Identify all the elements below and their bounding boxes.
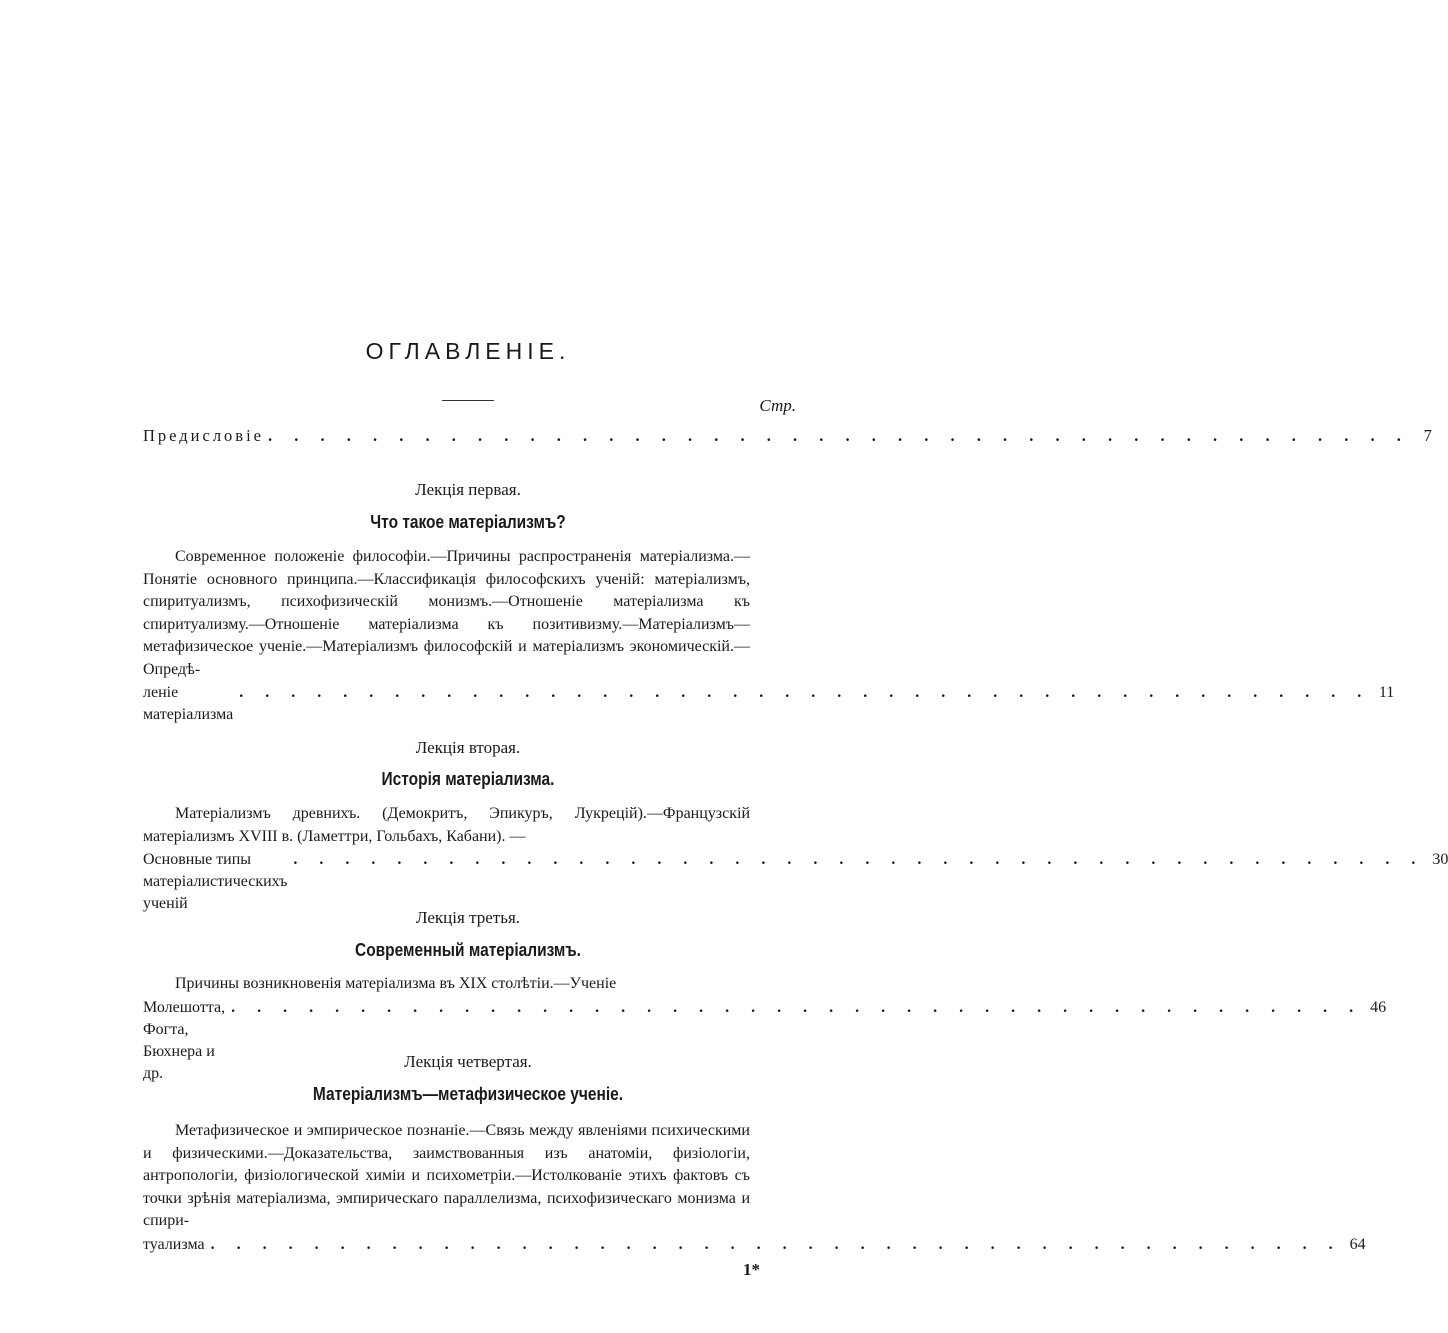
lecture-summary: Причины возникновенія матеріализма въ XIX столѣтіи.—Ученіе xyxy=(175,975,617,992)
summary-last-text: туализма xyxy=(143,1236,205,1253)
summary-last-text: Молешотта, Фогта, Бюхнера и др. xyxy=(143,999,226,1082)
summary-last-text: Основные типы матеріалистическихъ ученій xyxy=(143,851,288,912)
lecture-label: Лекція третья. xyxy=(415,908,521,927)
toc-entry-preface[interactable] xyxy=(143,425,1432,447)
summary-last-line[interactable] xyxy=(143,849,1448,915)
page-title: ОГЛАВЛЕНІЕ. xyxy=(365,338,571,364)
toc-page-number: 30 xyxy=(1432,851,1448,868)
toc-entry-label: Предисловіе xyxy=(143,426,265,445)
toc-page-number: 11 xyxy=(1378,684,1395,701)
lecture-label: Лекція четвертая. xyxy=(404,1052,532,1071)
page-column-heading: Стр. xyxy=(759,396,796,415)
summary-last-line[interactable] xyxy=(143,1234,1366,1256)
leader-dots: . . . . . . . . . . . . . . . . . . . . . . . . . . . . . . . . . . . . . . . . . . . . xyxy=(293,851,1425,868)
leader-dots: . . . . . . . . . . . . . . . . . . . . . . . . . . . . . . . . . . . . . . . . . . . . xyxy=(239,684,1371,701)
toc-page-number: 46 xyxy=(1370,999,1387,1016)
leader-dots: . . . . . . . . . . . . . . . . . . . . . . . . . . . . . . . . . . . . . . . . . . . . xyxy=(268,426,1410,445)
lecture-summary: Матеріализмъ древнихъ. (Демокритъ, Эпикуръ, Лукрецій).—Французскій матеріализмъ XVIII в. (Ламеттри, Гольбахъ, Кабани). — xyxy=(143,805,750,845)
lecture-title[interactable]: Матеріализмъ—метафизическое ученіе. xyxy=(312,1084,624,1104)
lecture-summary: Метафизическое и эмпирическое познаніе.—Связь между явленіями психическими и физическими.—Доказательства, заимствованныя изъ анатоміи, физіологіи, антропологіи, физіологической химіи и психометріи.—Истолкованіе этихъ фактовъ съ точки зрѣнія матеріализма, эмпирическаго параллелизма, психофизическаго монизма и спири- xyxy=(143,1122,750,1229)
toc-page-number: 7 xyxy=(1423,426,1432,445)
toc-page-number: 64 xyxy=(1349,1236,1366,1253)
title-divider xyxy=(442,400,494,401)
lecture-label: Лекція вторая. xyxy=(415,738,521,757)
lecture-label: Лекція первая. xyxy=(415,480,521,499)
summary-last-text: леніе матеріализма xyxy=(143,684,234,723)
lecture-title[interactable]: Исторія матеріализма. xyxy=(381,769,555,789)
lecture-title[interactable]: Что такое матеріализмъ? xyxy=(370,512,566,532)
lecture-title[interactable]: Современный матеріализмъ. xyxy=(355,940,581,960)
leader-dots: . . . . . . . . . . . . . . . . . . . . . . . . . . . . . . . . . . . . . . . . . . . . xyxy=(210,1236,1342,1253)
summary-last-line[interactable] xyxy=(143,682,1395,726)
lecture-summary: Современное положеніе философіи.—Причины распространенія матеріализма.—Понятіе основного принципа.—Классификація философскихъ ученій: матеріализмъ, спиритуализмъ, психофизическій монизмъ.—Отношеніе матеріализма къ спиритуализму.—Отношеніе матеріализма къ позитивизму.—Матеріализмъ—метафизическое ученіе.—Матеріализмъ философскій и матеріализмъ экономическій.—Опредѣ- xyxy=(143,548,750,678)
leader-dots: . . . . . . . . . . . . . . . . . . . . . . . . . . . . . . . . . . . . . . . . . . . . xyxy=(231,999,1363,1016)
printer-signature-mark: 1* xyxy=(743,1260,760,1279)
